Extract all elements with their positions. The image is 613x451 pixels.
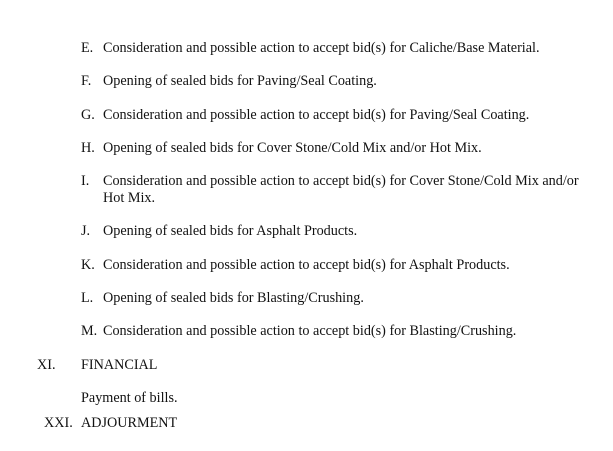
- item-text: Consideration and possible action to accept bid(s) for Paving/Seal Coating.: [103, 107, 530, 123]
- item-letter: G.: [81, 107, 95, 123]
- item-letter: E.: [81, 40, 94, 56]
- item-letter: L.: [81, 290, 94, 306]
- agenda-item-h: [81, 140, 581, 157]
- section-title: ADJOURMENT: [81, 415, 178, 431]
- item-letter: J.: [81, 223, 91, 239]
- item-letter: F.: [81, 73, 92, 89]
- item-text: Opening of sealed bids for Paving/Seal Coating.: [103, 73, 377, 89]
- agenda-item-k: [81, 257, 581, 274]
- section-title: FINANCIAL: [81, 357, 158, 373]
- item-text: Opening of sealed bids for Cover Stone/Cold Mix and/or Hot Mix.: [103, 140, 482, 156]
- section-number: XXI.: [44, 415, 73, 431]
- item-text: Opening of sealed bids for Blasting/Crushing.: [103, 290, 364, 306]
- item-text: Opening of sealed bids for Asphalt Products.: [103, 223, 358, 239]
- agenda-item-j: [81, 223, 581, 240]
- agenda-item-f: [81, 73, 581, 90]
- agenda-item-m: [81, 323, 581, 340]
- item-text: Consideration and possible action to accept bid(s) for Caliche/Base Material.: [103, 40, 540, 56]
- item-letter: I.: [81, 173, 90, 189]
- section-number: XI.: [37, 357, 56, 373]
- item-letter: M.: [81, 323, 98, 339]
- agenda-item-i: [81, 173, 581, 207]
- item-text: Consideration and possible action to accept bid(s) for Blasting/Crushing.: [103, 323, 517, 339]
- item-letter: H.: [81, 140, 95, 156]
- agenda-item-l: [81, 290, 581, 307]
- item-text: Consideration and possible action to accept bid(s) for Cover Stone/Cold Mix and/or Hot Mix.: [103, 173, 579, 206]
- agenda-item-g: [81, 107, 581, 124]
- agenda-item-e: [81, 40, 581, 57]
- item-text: Consideration and possible action to accept bid(s) for Asphalt Products.: [103, 257, 510, 273]
- item-letter: K.: [81, 257, 95, 273]
- financial-body: Payment of bills.: [81, 390, 178, 406]
